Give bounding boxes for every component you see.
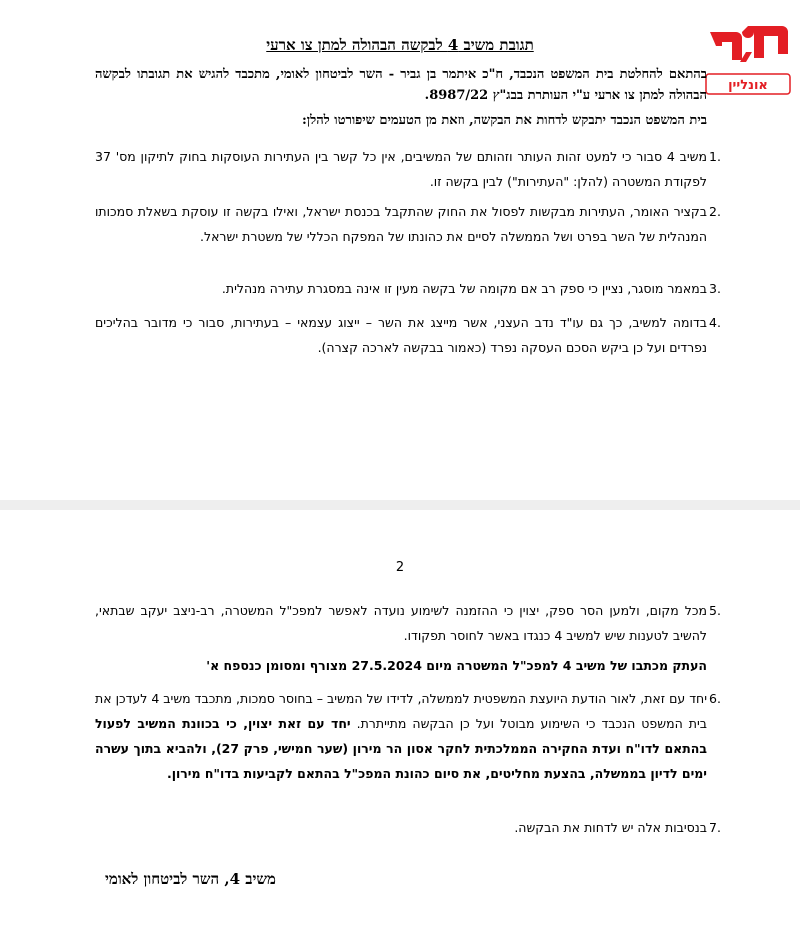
attachment-note: העתק מכתבו של משיב 4 למפכ"ל המשטרה מיום 27.5.2024 מצורף ומסומן כנספח א' xyxy=(206,658,707,673)
document-title: תגובת משיב 4 לבקשה הבהולה למתן צו ארעי xyxy=(266,36,534,54)
list-item xyxy=(95,276,721,301)
item-text: משיב 4 סבור כי למעט זהות העותר וזהותם של המשיבים, אין כל קשר בין העתירות העוסקות בחוק לתיקון מס' 37 לפקודת המשטרה (להלן: "העתירות") לבין בקשה זו. xyxy=(95,149,707,189)
item-text: מכל מקום, ולמען הסר ספק, יצוין כי ההזמנה לשימוע נועדה לאפשר למפכ"ל המשטרה, רב-ניצב יעקב שבתאי, להשיב לטענות שיש למשיב 4 כנגדו באשר לחוסר תפקודו. xyxy=(95,603,707,643)
list-item xyxy=(95,310,721,360)
item-number: 1. xyxy=(709,149,721,164)
list-item xyxy=(95,686,721,786)
signature-line: משיב 4, השר לביטחון לאומי xyxy=(105,870,276,888)
intro-paragraph: בהתאם להחלטת בית המשפט הנכבד, ח"כ איתמר בן גביר - השר לביטחון לאומי, מתכבד להגיש את תגובתו לבקשה הבהולה למתן צו ארעי ע"י העותרת בבג"ץ 8987/22. xyxy=(95,67,707,103)
section-subheading: בית המשפט הנכבד יתבקש לדחות את הבקשה, וזאת מן הטעמים שיפורטו להלן: xyxy=(302,113,707,128)
page-separator xyxy=(0,500,800,510)
item-text: בקציר האומר, העתירות מבקשות לפסול את החוק שהתקבל בכנסת ישראל, ואילו בקשה זו עוסקת בשאלת סמכותו המנהלית של השר בפרט ושל הממשלה לסיים את כהונתו של המפקח הכללי של משטרת ישראל. xyxy=(95,204,707,244)
logo-bottom-text: אונליין xyxy=(728,78,768,93)
item-number: 2. xyxy=(709,204,721,219)
page-number: 2 xyxy=(395,560,405,575)
item-number: 3. xyxy=(709,281,721,296)
item-text: יחד עם זאת, לאור הודעת היועצת המשפטית לממשלה, לדידו של המשיב – בחוסר סמכות, מתכבד משיב 4 לעדכן את בית המשפט הנכבד כי השימוע מבוטל ועל כן הבקשה מתייתרת. xyxy=(95,691,708,731)
item-text-bold: יחד עם זאת יצוין, כי בכוונת המשיב לפעול בהתאם לדו"ח ועדת החקירה הממלכתית לחקר אסון הר מירון (שער חמישי, פרק 27), ולהביא בתוך עשרה ימים לדיון בממשלה, בהצעת מחליטים, את סיום כהונת המפכ"ל בהתאם לקביעות בדו"ח מירון. xyxy=(95,716,707,781)
list-item xyxy=(95,199,721,249)
kol-chai-online-logo xyxy=(704,12,792,98)
item-text: במאמר מוסגר, נציין כי ספק רב אם מקומה של בקשה מעין זו אינה במסגרת עתירה מנהלית. xyxy=(221,281,707,296)
list-item xyxy=(95,815,721,840)
item-number: 4. xyxy=(709,315,721,330)
item-text: בנסיבות אלה יש לדחות את הבקשה. xyxy=(514,820,707,835)
list-item xyxy=(95,144,721,194)
document-page-2 xyxy=(0,510,800,939)
item-number: 6. xyxy=(709,691,721,706)
list-item xyxy=(95,598,721,648)
item-text: בדומה למשיב, כך גם עו"ד נדב העצני, אשר מייצג את השר – ייצוג עצמאי – בעתירות, סבור כי מדובר בהליכים נפרדים ועל כן ביקש הסכם העסקה נפרד (כאמור בבקשה לארכה קצרה). xyxy=(95,315,707,355)
item-number: 5. xyxy=(709,603,721,618)
item-number: 7. xyxy=(709,820,721,835)
